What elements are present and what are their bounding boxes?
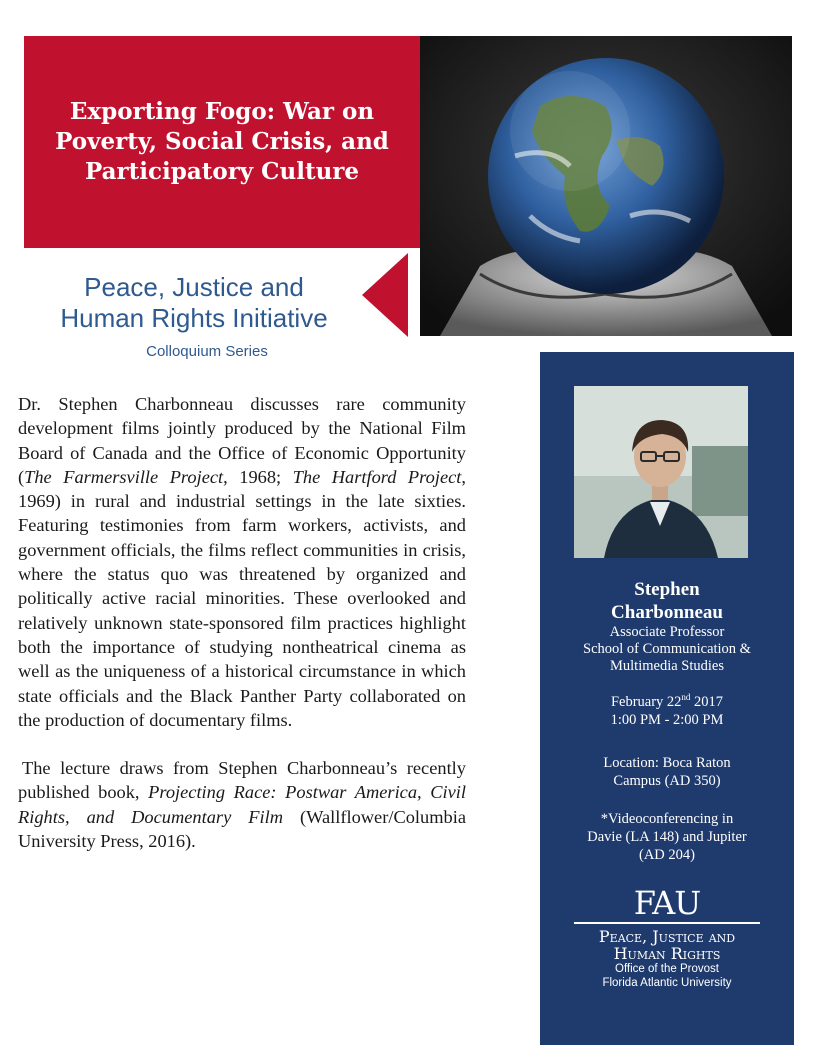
film-title: The Hartford Project bbox=[292, 466, 462, 487]
description-text: Dr. Stephen Charbonneau discusses rare community development films jointly produced by the National Film Board of Canada and the Office of Economic Opportunity ( bbox=[18, 394, 466, 487]
speaker-last-name: Charbonneau bbox=[611, 602, 723, 623]
logo-divider bbox=[574, 922, 760, 924]
description-text: (Wallflower/Columbia University Press, 2016). bbox=[18, 806, 466, 852]
event-title-banner bbox=[24, 36, 420, 248]
logo-line2: Human Rights bbox=[613, 944, 721, 963]
speaker-sidebar bbox=[540, 352, 794, 1045]
globe-in-hands-image bbox=[420, 36, 792, 336]
red-arrow-pointer bbox=[362, 253, 408, 337]
video-line1: *Videoconferencing in bbox=[600, 811, 734, 827]
videoconference-note bbox=[540, 810, 794, 864]
video-line3: (AD 204) bbox=[639, 847, 695, 863]
fau-logo-mark: FAU bbox=[633, 884, 701, 922]
event-location bbox=[540, 754, 794, 790]
event-datetime bbox=[540, 688, 794, 729]
video-line2: Davie (LA 148) and Jupiter bbox=[587, 829, 747, 845]
date-year: 2017 bbox=[690, 693, 724, 710]
film-title: The Farmersville Project bbox=[24, 466, 224, 487]
fau-logo bbox=[540, 886, 794, 990]
description-text: The lecture draws from Stephen Charbonneau’s recently published book, bbox=[18, 758, 466, 803]
speaker-department-line1: School of Communication & bbox=[583, 641, 751, 657]
initiative-name bbox=[24, 272, 364, 334]
logo-university: Florida Atlantic University bbox=[602, 977, 732, 989]
description-paragraph-1 bbox=[18, 392, 466, 732]
description-paragraph-2 bbox=[18, 756, 466, 853]
event-date bbox=[540, 688, 794, 711]
location-line1: Location: Boca Raton bbox=[603, 755, 731, 771]
date-text: February 22 bbox=[610, 693, 682, 710]
initiative-name-line2: Human Rights Initiative bbox=[60, 303, 328, 333]
speaker-first-name: Stephen bbox=[634, 579, 700, 600]
speaker-title: Associate Professor bbox=[609, 624, 725, 640]
speaker-department-line2: Multimedia Studies bbox=[610, 658, 724, 674]
description-text: , 1969) in rural and industrial settings in the late sixties. Featuring testimonies from farm workers, activists, and government officials, the films reflect communities in crisis, where the status quo was threatened by organized and politically active racial minorities. These overlooked and relatively unknown state-sponsored film practices highlight both the importance of studying nontheatrical cinema as well as the uniqueness of a historical circumstance in which state officials and the Black Panther Party collaborated on the production of documentary films. bbox=[18, 466, 466, 730]
logo-line1: Peace, Justice and bbox=[598, 927, 736, 946]
initiative-name-line1: Peace, Justice and bbox=[84, 272, 304, 302]
logo-office: Office of the Provost bbox=[615, 963, 719, 975]
location-line2: Campus (AD 350) bbox=[613, 773, 721, 789]
description-text: , 1968; bbox=[223, 466, 293, 487]
event-description bbox=[18, 392, 466, 853]
event-time: 1:00 PM - 2:00 PM bbox=[610, 711, 724, 728]
event-title: Exporting Fogo: War on Poverty, Social Crisis, and Participatory Culture bbox=[55, 98, 389, 185]
speaker-role bbox=[540, 624, 794, 675]
book-title: Projecting Race: Postwar America, Civil Rights, and Documentary Film bbox=[18, 782, 466, 827]
speaker-name bbox=[540, 578, 794, 624]
date-ordinal: nd bbox=[681, 692, 691, 702]
speaker-photo bbox=[574, 386, 748, 558]
series-label: Colloquium Series bbox=[146, 343, 268, 360]
